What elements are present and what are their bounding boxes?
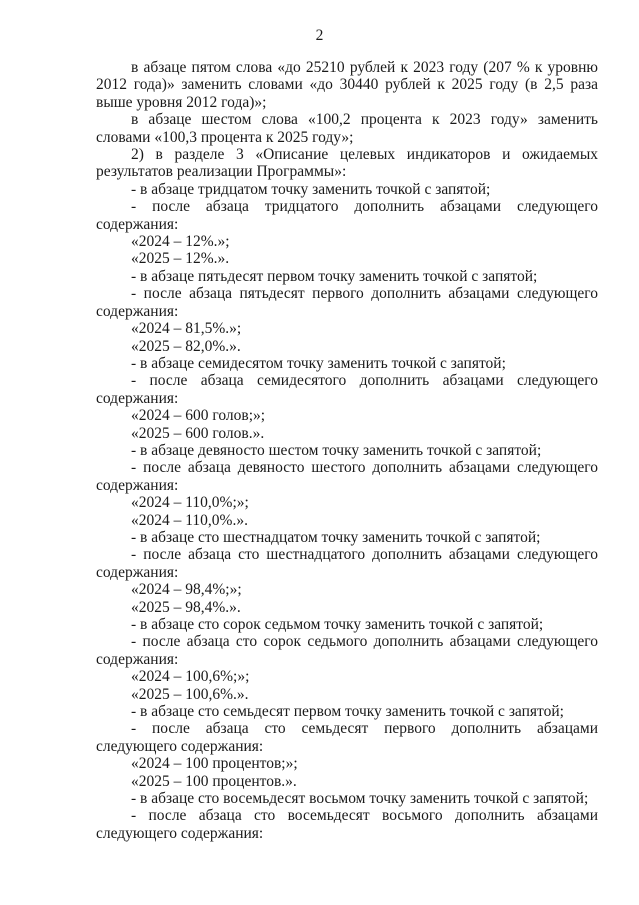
paragraph-16: - в абзаце девяносто шестом точку заменить точкой с запятой;: [131, 441, 542, 459]
paragraph-15: «2025 – 600 голов.».: [131, 424, 265, 442]
paragraph-29: - после абзаца сто семьдесят первого дополнить абзацами следующего содержания:: [96, 720, 598, 755]
paragraph-21: - после абзаца сто шестнадцатого дополнить абзацами следующего содержания:: [96, 546, 598, 581]
paragraph-32: - в абзаце сто восемьдесят восьмом точку заменить точкой с запятой;: [131, 790, 589, 808]
paragraph-22: «2024 – 98,4%;»;: [131, 581, 242, 599]
paragraph-19: «2024 – 110,0%.».: [131, 511, 248, 529]
paragraph-23: «2025 – 98,4%.».: [131, 598, 241, 616]
page-number: 2: [315, 27, 324, 44]
paragraph-30: «2024 – 100 процентов;»;: [131, 755, 298, 773]
paragraph-2: в абзаце шестом слова «100,2 процента к 2023 году» заменить словами «100,3 процента к 2025 году»;: [96, 111, 598, 146]
paragraph-14: «2024 – 600 голов;»;: [131, 407, 266, 425]
paragraph-11: «2025 – 82,0%.».: [131, 337, 241, 355]
paragraph-18: «2024 – 110,0%;»;: [131, 494, 249, 512]
paragraph-10: «2024 – 81,5%.»;: [131, 320, 242, 338]
paragraph-4: - в абзаце тридцатом точку заменить точкой с запятой;: [131, 180, 491, 198]
paragraph-28: - в абзаце сто семьдесят первом точку заменить точкой с запятой;: [131, 703, 564, 721]
paragraph-8: - в абзаце пятьдесят первом точку заменить точкой с запятой;: [131, 267, 538, 285]
paragraph-13: - после абзаца семидесятого дополнить абзацами следующего содержания:: [96, 372, 598, 407]
paragraph-25: - после абзаца сто сорок седьмого дополнить абзацами следующего содержания:: [96, 633, 598, 668]
paragraph-24: - в абзаце сто сорок седьмом точку заменить точкой с запятой;: [131, 616, 544, 633]
paragraph-7: «2025 – 12%.».: [131, 250, 230, 268]
paragraph-26: «2024 – 100,6%;»;: [131, 668, 250, 686]
document-body: [96, 59, 598, 842]
paragraph-20: - в абзаце сто шестнадцатом точку заменить точкой с запятой;: [131, 528, 541, 546]
paragraph-33: - после абзаца сто восемьдесят восьмого дополнить абзацами следующего содержания:: [96, 807, 598, 842]
paragraph-9: - после абзаца пятьдесят первого дополнить абзацами следующего содержания:: [96, 285, 598, 320]
paragraph-5: - после абзаца тридцатого дополнить абзацами следующего содержания:: [96, 198, 598, 233]
paragraph-27: «2025 – 100,6%.».: [131, 685, 249, 703]
paragraph-6: «2024 – 12%.»;: [131, 233, 230, 251]
paragraph-12: - в абзаце семидесятом точку заменить точкой с запятой;: [131, 354, 506, 372]
paragraph-17: - после абзаца девяносто шестого дополнить абзацами следующего содержания:: [96, 459, 598, 494]
paragraph-31: «2025 – 100 процентов.».: [131, 772, 297, 790]
paragraph-1: в абзаце пятом слова «до 25210 рублей к 2023 году (207 % к уровню 2012 года)» заменить словами «до 30440 рублей к 2025 году (в 2,5 раза выше уровня 2012 года)»;: [96, 59, 598, 111]
paragraph-3: 2) в разделе 3 «Описание целевых индикаторов и ожидаемых результатов реализации Программы»:: [96, 146, 598, 181]
